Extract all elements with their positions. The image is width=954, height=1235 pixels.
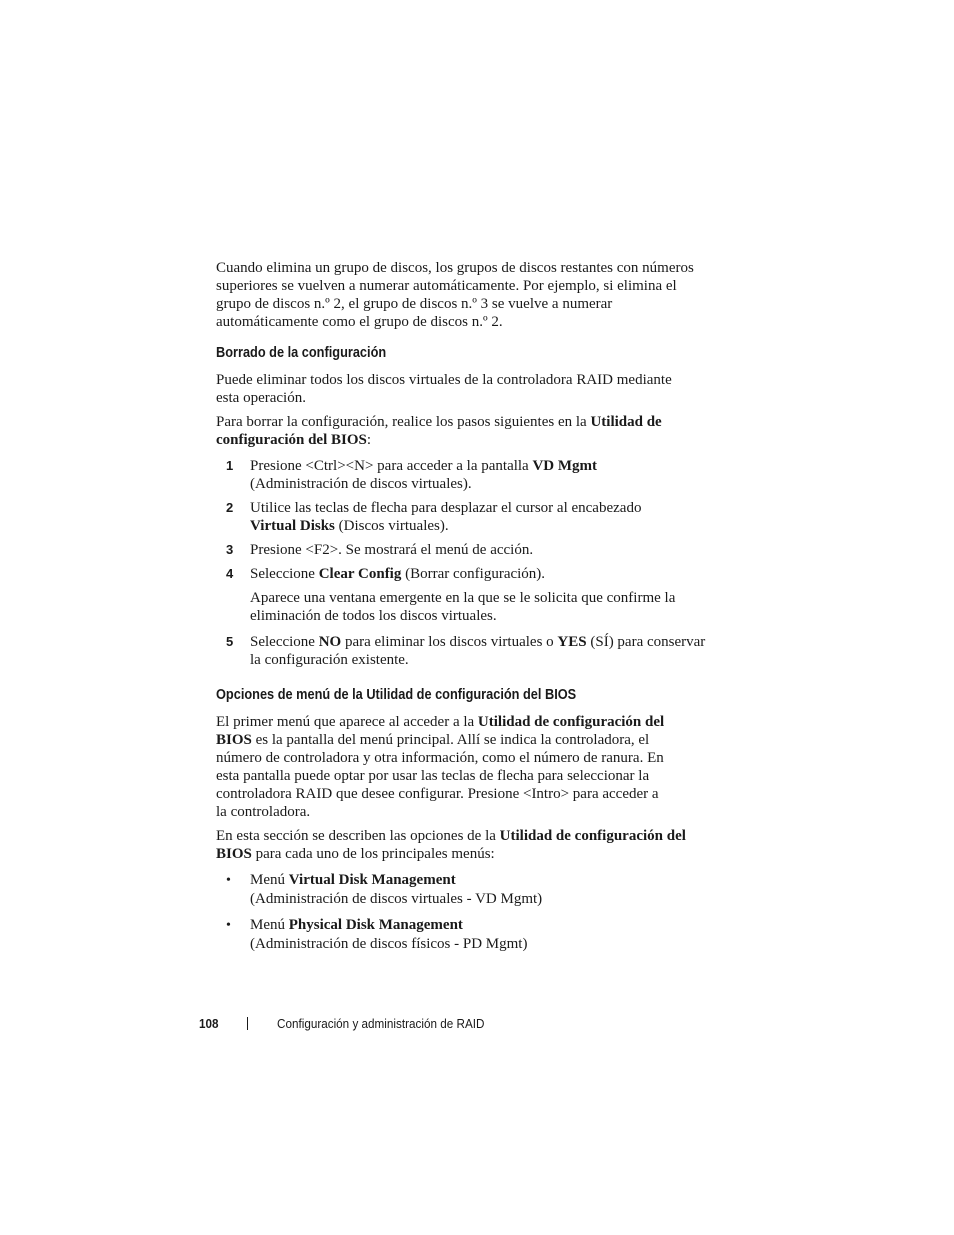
item-prefix: Menú (250, 917, 289, 933)
bullet-icon: • (226, 873, 231, 888)
item-prefix: Menú (250, 872, 289, 888)
bios-utility-term: Utilidad de configuración del (499, 828, 686, 844)
virtual-disks-term: Virtual Disks (250, 518, 335, 534)
clear-config-steps-cont (216, 633, 716, 669)
intro-line-3: grupo de discos n.º 2, el grupo de discos n.º 3 se vuelve a numerar (216, 296, 613, 312)
step-5-text-cont: la configuración existente. (250, 652, 409, 668)
page-number: 108 (199, 1016, 219, 1031)
p1-line-1: El primer menú que aparece al acceder a la (216, 714, 478, 730)
clear-config-instructions (216, 413, 716, 449)
footer-chapter-title: Configuración y administración de RAID (277, 1016, 485, 1031)
step-2-text: Utilice las teclas de flecha para desplazar el cursor al encabezado (250, 500, 642, 516)
clear-config-term: Clear Config (318, 566, 402, 582)
menu-list (216, 871, 716, 954)
p1-line-2: es la pantalla del menú principal. Allí se indica la controladora, el (251, 732, 650, 748)
intro-line-2: superiores se vuelven a numerar automáticamente. Por ejemplo, si elimina el (216, 278, 677, 294)
step-4-note (216, 589, 716, 625)
step-3-text: Presione <F2>. Se mostrará el menú de acción. (250, 542, 534, 558)
section-heading-clear-config: Borrado de la configuración (216, 345, 387, 361)
menu-options-paragraph-2 (216, 827, 716, 863)
step-4 (216, 565, 716, 583)
list-item-vd-mgmt (216, 871, 716, 909)
bios-utility-term: Utilidad de configuración del (477, 714, 665, 730)
step-5-text: Seleccione (250, 634, 319, 650)
section-heading-menu-options: Opciones de menú de la Utilidad de configuración del BIOS (216, 687, 577, 703)
step-3 (216, 541, 716, 559)
clear-config-description (216, 371, 716, 407)
intro-line-4: automáticamente como el grupo de discos n.º 2. (216, 314, 503, 330)
intro-line-1: Cuando elimina un grupo de discos, los grupos de discos restantes con números (216, 260, 694, 276)
step-4-text-end: (Borrar configuración). (401, 566, 546, 582)
description-line-2: esta operación. (216, 390, 306, 406)
bios-utility-term: Utilidad de (590, 414, 662, 430)
menu-options-paragraph-1 (216, 713, 716, 821)
p1-line-5: controladora RAID que desee configurar. Presione <Intro> para acceder a (216, 786, 659, 802)
yes-option-term: YES (557, 634, 587, 650)
step-number: 2 (226, 500, 234, 515)
step-2-text-cont: (Discos virtuales). (334, 518, 449, 534)
p2-line-2: para cada uno de los principales menús: (251, 846, 495, 862)
physical-disk-management-term: Physical Disk Management (288, 917, 463, 933)
p1-line-6: la controladora. (216, 804, 311, 820)
item-description: (Administración de discos físicos - PD Mgmt) (250, 936, 528, 952)
no-option-term: NO (318, 634, 342, 650)
step-number: 1 (226, 458, 234, 473)
step-4-text: Seleccione (250, 566, 319, 582)
step-2 (216, 499, 716, 535)
step-5 (216, 633, 716, 669)
bios-term: BIOS (216, 732, 252, 748)
instructions-colon: : (366, 432, 372, 448)
step-5-text-end: (SÍ) para conservar (586, 634, 706, 650)
vd-mgmt-term: VD Mgmt (532, 458, 598, 474)
list-item-pd-mgmt (216, 916, 716, 954)
note-line-1: Aparece una ventana emergente en la que se le solicita que confirme la (250, 590, 676, 606)
footer-divider (247, 1017, 248, 1030)
p1-line-3: número de controladora y otra información, como el número de ranura. En (216, 750, 664, 766)
bios-utility-term-cont: configuración del BIOS (216, 432, 367, 448)
intro-paragraph (216, 259, 716, 331)
step-1-text: Presione <Ctrl><N> para acceder a la pantalla (250, 458, 533, 474)
step-number: 3 (226, 542, 234, 557)
step-1 (216, 457, 716, 493)
step-number: 4 (226, 566, 234, 581)
p1-line-4: esta pantalla puede optar por usar las teclas de flecha para seleccionar la (216, 768, 650, 784)
step-1-text-cont: (Administración de discos virtuales). (250, 476, 472, 492)
clear-config-steps (216, 457, 716, 583)
step-number: 5 (226, 634, 234, 649)
bullet-icon: • (226, 918, 231, 933)
p2-line-1: En esta sección se describen las opciones de la (216, 828, 500, 844)
step-5-text-mid: para eliminar los discos virtuales o (341, 634, 558, 650)
page-content (216, 259, 716, 961)
item-description: (Administración de discos virtuales - VD Mgmt) (250, 891, 543, 907)
bios-term: BIOS (216, 846, 252, 862)
virtual-disk-management-term: Virtual Disk Management (288, 872, 456, 888)
note-line-2: eliminación de todos los discos virtuales. (250, 608, 497, 624)
instructions-line-1: Para borrar la configuración, realice los pasos siguientes en la (216, 414, 591, 430)
description-line-1: Puede eliminar todos los discos virtuales de la controladora RAID mediante (216, 372, 672, 388)
